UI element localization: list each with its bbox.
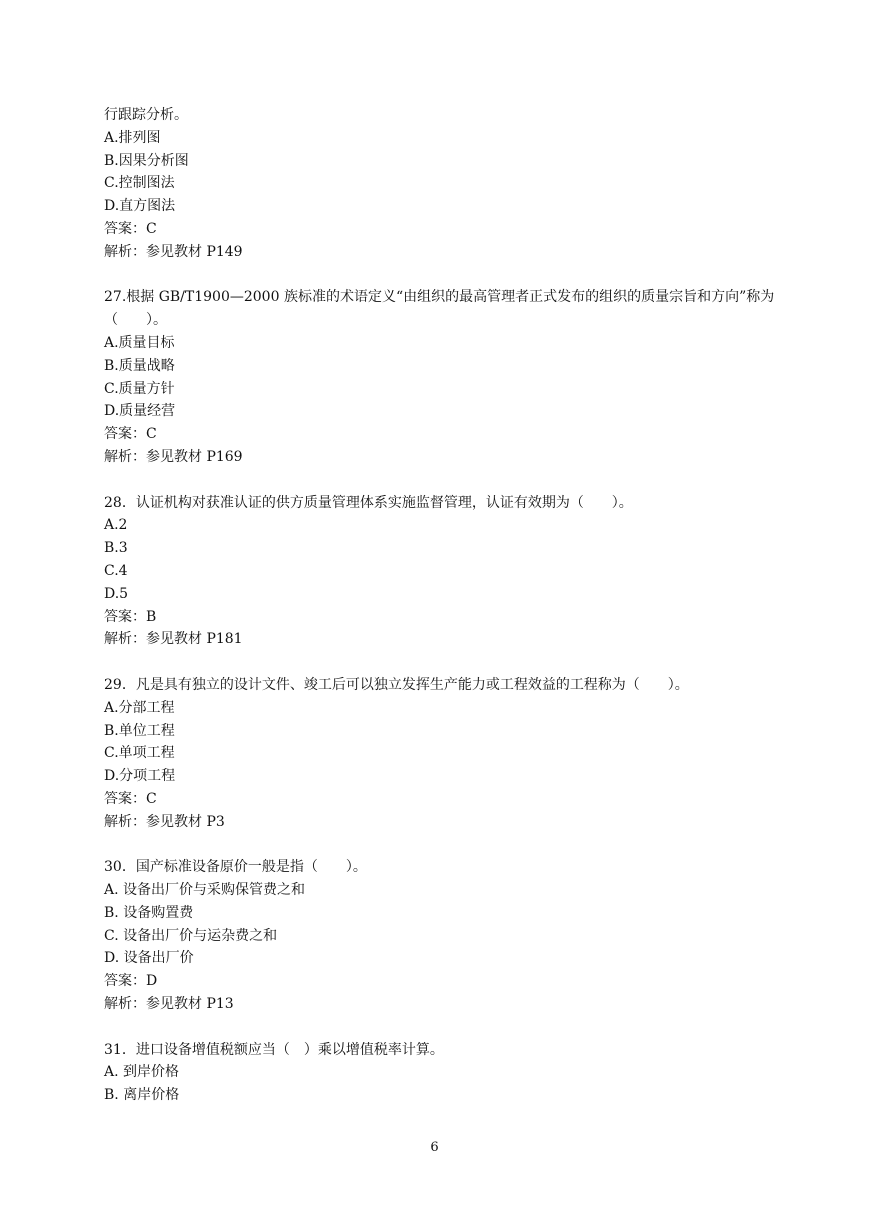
option-d: D.质量经营 [104,403,176,420]
option-d: D.分项工程 [104,768,176,785]
page-number: 6 [430,1140,439,1155]
option-b: B.3 [104,540,128,557]
option-a: A. 设备出厂价与采购保管费之和 [104,882,306,899]
spacer [104,469,784,492]
spacer [104,834,784,857]
option-a: A.分部工程 [104,699,175,716]
question-27-stem: 27.根据 GB/T1900—2000 族标准的术语定义“由组织的最高管理者正式发布的组织的质量宗旨和方向”称为（ ）。 [104,289,775,329]
answer: 答案：C [104,220,157,237]
option-b: B.因果分析图 [104,152,189,169]
option-a: A. 到岸价格 [104,1064,180,1081]
question-30-stem: 30．国产标准设备原价一般是指（ ）。 [104,859,367,876]
option-b: B. 离岸价格 [104,1087,180,1104]
spacer [104,651,784,674]
question-26-tail: 行跟踪分析。 [104,107,188,123]
option-c: C. 设备出厂价与运杂费之和 [104,927,278,944]
option-b: B.质量战略 [104,357,175,374]
question-29-stem: 29．凡是具有独立的设计文件、竣工后可以独立发挥生产能力或工程效益的工程称为（ ）。 [104,676,689,693]
answer: 答案：D [104,973,158,990]
answer: 答案：C [104,790,157,807]
question-31-stem: 31．进口设备增值税额应当（ ）乘以增值税率计算。 [104,1041,444,1058]
option-c: C.质量方针 [104,380,175,397]
analysis: 解析：参见教材 P169 [104,448,243,465]
analysis: 解析：参见教材 P149 [104,243,243,260]
option-d: D. 设备出厂价 [104,950,194,967]
analysis: 解析：参见教材 P181 [104,631,243,648]
option-c: C.单项工程 [104,745,175,762]
spacer [104,264,784,287]
answer: 答案：C [104,426,157,443]
analysis: 解析：参见教材 P13 [104,996,234,1013]
option-b: B. 设备购置费 [104,904,194,921]
option-a: A.质量目标 [104,334,175,351]
page-content [104,104,784,1107]
option-a: A.2 [104,517,128,534]
option-d: D.直方图法 [104,198,176,215]
option-d: D.5 [104,585,129,602]
analysis: 解析：参见教材 P3 [104,813,225,830]
option-b: B.单位工程 [104,722,175,739]
answer: 答案：B [104,608,157,625]
option-c: C.4 [104,562,128,579]
spacer [104,1016,784,1039]
option-c: C.控制图法 [104,175,175,192]
question-28-stem: 28．认证机构对获准认证的供方质量管理体系实施监督管理，认证有效期为（ ）。 [104,494,633,511]
option-a: A.排列图 [104,129,161,146]
